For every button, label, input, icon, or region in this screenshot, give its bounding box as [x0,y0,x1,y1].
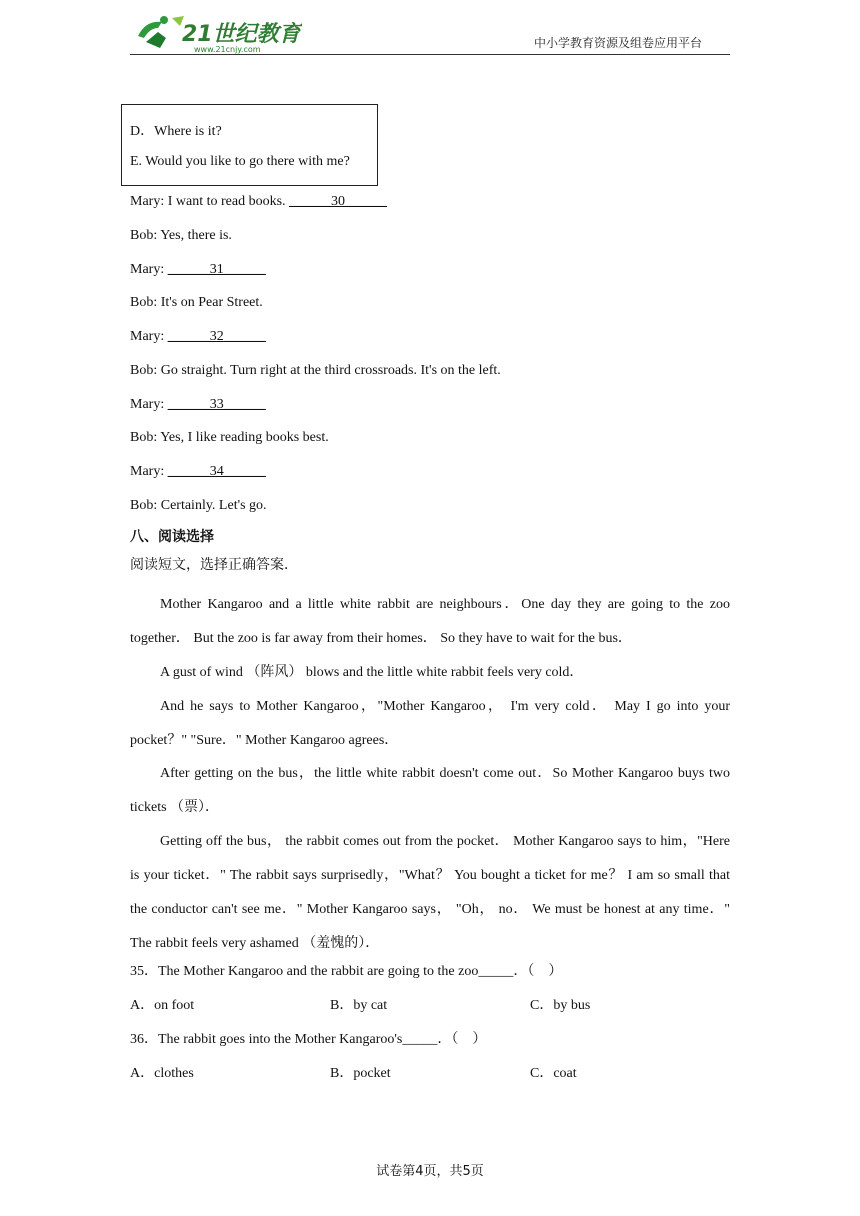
dialogue-line: Bob: Certainly. Let's go. [130,498,267,513]
dialogue-line: Bob: Yes, I like reading books best. [130,430,329,445]
question-36-stem: 36．The rabbit goes into the Mother Kangaroo's_____．（ ） [130,1032,487,1047]
site-logo [132,12,302,54]
dialogue-line: Mary: ______32______ [130,329,266,344]
passage-paragraph: Getting off the bus， the rabbit comes out from the pocket． Mother Kangaroo says to him，"Here is your ticket．" The rabbit says surprisedly，"What？ You bought a ticket for me？ I am so small that the conductor can't see me．" Mother Kangaroo says， "Oh， no． We must be honest at any time．" The rabbit feels very ashamed （羞愧的）． [130,834,730,951]
page-header [130,12,730,55]
section-instruction: 阅读短文，选择正确答案． [130,557,298,573]
option-d: D．Where is it? [130,124,222,139]
dialogue-line: Mary: ______31______ [130,262,266,277]
question-36-option-c[interactable]: C．coat [530,1066,577,1081]
question-35-stem: 35．The Mother Kangaroo and the rabbit are going to the zoo_____．（ ） [130,964,563,979]
options-box [121,104,378,186]
dialogue-line: Bob: Yes, there is. [130,228,232,243]
platform-name: 中小学教育资源及组卷应用平台 [533,36,702,50]
question-35-option-a[interactable]: A．on foot [130,998,195,1013]
section-title: 八、阅读选择 [130,529,214,545]
question-36-option-a[interactable]: A．clothes [130,1066,194,1081]
answer-blank-32: ______32______ [167,329,266,344]
logo-url: www.21cnjy.com [194,45,261,54]
page-footer: 试卷第4页，共5页 [376,1164,484,1179]
question-35-option-c[interactable]: C．by bus [530,998,591,1013]
dialogue-line: Bob: Go straight. Turn right at the third crossroads. It's on the left. [130,363,501,378]
answer-blank-34: ______34______ [167,464,266,479]
passage-paragraph: Mother Kangaroo and a little white rabbit are neighbours．One day they are going to the zoo together． But the zoo is far away from their homes． So they have to wait for the bus． [130,597,730,646]
dialogue-line: Mary: I want to read books. ______30______ [130,194,388,209]
dialogue-line: Bob: It's on Pear Street. [130,295,263,310]
question-35-option-b[interactable]: B．by cat [330,998,388,1013]
passage-paragraph: And he says to Mother Kangaroo，"Mother Kangaroo， I'm very cold． May I go into your pocket？" "Sure．" Mother Kangaroo agrees． [130,699,730,748]
passage-paragraph: After getting on the bus，the little white rabbit doesn't come out．So Mother Kangaroo buys two tickets （票）． [130,766,730,815]
passage-paragraph: A gust of wind （阵风） blows and the little white rabbit feels very cold． [160,665,584,680]
answer-blank-30: ______30______ [289,194,388,209]
option-e: E. Would you like to go there with me? [130,154,350,169]
answer-blank-31: ______31______ [167,262,266,277]
dialogue-line: Mary: ______34______ [130,464,266,479]
logo-wordmark: 21世纪教育 [182,22,301,47]
answer-blank-33: ______33______ [167,397,266,412]
question-36-option-b[interactable]: B．pocket [330,1066,391,1081]
dialogue-line: Mary: ______33______ [130,397,266,412]
